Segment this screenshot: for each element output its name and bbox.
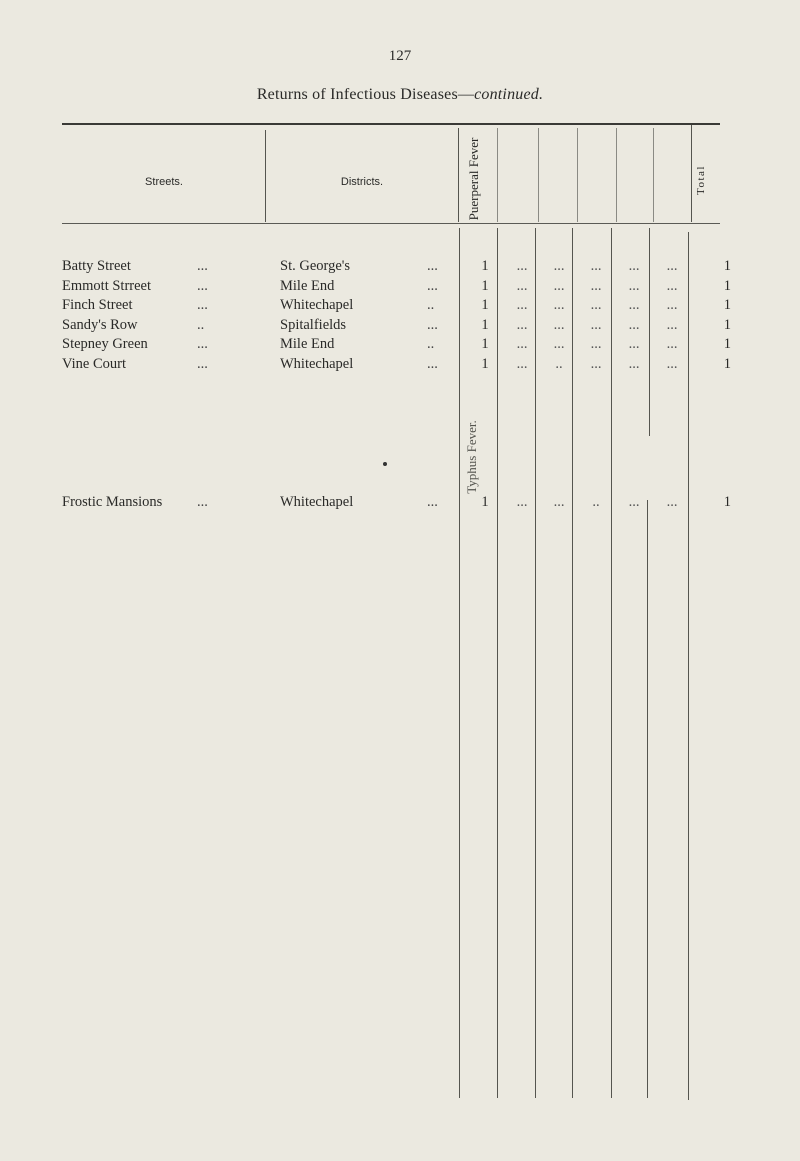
empty-cell: ... bbox=[590, 258, 602, 274]
district-name: St. George's bbox=[280, 258, 351, 274]
table-row bbox=[62, 277, 731, 295]
page-title bbox=[0, 86, 800, 104]
leader-dots: ... bbox=[197, 297, 208, 313]
street-name: Emmott Strreet bbox=[62, 277, 151, 294]
empty-cell: ... bbox=[516, 494, 528, 510]
case-count: 1 bbox=[481, 316, 489, 333]
empty-cell: ... bbox=[666, 494, 678, 510]
street-name: Vine Court bbox=[62, 355, 126, 372]
district-name: Whitechapel bbox=[280, 297, 354, 313]
empty-cell: ... bbox=[590, 336, 602, 352]
empty-cell: .. bbox=[555, 355, 563, 372]
title-continued: continued. bbox=[474, 86, 544, 103]
table-header-rule bbox=[62, 223, 720, 224]
header-divider bbox=[616, 128, 617, 222]
empty-cell: ... bbox=[516, 258, 528, 274]
empty-cell: ... bbox=[516, 316, 528, 333]
leader-dots: .. bbox=[427, 336, 435, 352]
empty-cell: ... bbox=[628, 277, 640, 294]
row-total: 1 bbox=[723, 494, 731, 510]
table-row bbox=[62, 355, 731, 373]
table-row bbox=[62, 316, 731, 334]
table-row bbox=[62, 494, 731, 511]
case-count: 1 bbox=[481, 277, 489, 294]
leader-dots: ... bbox=[427, 494, 438, 510]
district-name: Mile End bbox=[280, 277, 335, 294]
empty-cell: ... bbox=[590, 355, 602, 372]
puerperal-fever-header: Puerperal Fever bbox=[466, 137, 481, 221]
empty-cell: ... bbox=[516, 297, 528, 313]
table-top-rule bbox=[62, 123, 720, 125]
header-divider bbox=[538, 128, 539, 222]
district-name: Spitalfields bbox=[280, 316, 347, 333]
street-name: Finch Street bbox=[62, 297, 133, 313]
empty-cell: ... bbox=[553, 494, 565, 510]
row-total: 1 bbox=[723, 297, 731, 313]
street-name: Batty Street bbox=[62, 258, 131, 274]
leader-dots: .. bbox=[427, 297, 435, 313]
street-name: Frostic Mansions bbox=[62, 494, 163, 510]
empty-cell: ... bbox=[666, 355, 678, 372]
row-total: 1 bbox=[723, 277, 731, 294]
row-total: 1 bbox=[723, 336, 731, 352]
leader-dots: ... bbox=[197, 336, 208, 352]
street-name: Stepney Green bbox=[62, 336, 148, 352]
row-total: 1 bbox=[723, 258, 731, 274]
table-row bbox=[62, 297, 731, 314]
title-main: Returns of Infectious Diseases— bbox=[256, 86, 475, 103]
district-name: Whitechapel bbox=[280, 355, 354, 372]
leader-dots: ... bbox=[427, 316, 438, 333]
table-row bbox=[62, 258, 731, 275]
case-count: 1 bbox=[481, 355, 489, 372]
ink-dot bbox=[383, 462, 387, 466]
leader-dots: ... bbox=[427, 277, 438, 294]
leader-dots: ... bbox=[427, 355, 438, 372]
empty-cell: ... bbox=[666, 316, 678, 333]
leader-dots: ... bbox=[427, 258, 438, 274]
empty-cell: ... bbox=[590, 316, 602, 333]
row-total: 1 bbox=[723, 316, 731, 333]
header-divider bbox=[653, 128, 654, 222]
district-name: Mile End bbox=[280, 336, 335, 352]
empty-cell: ... bbox=[666, 336, 678, 352]
leader-dots: ... bbox=[197, 258, 208, 274]
table-row bbox=[62, 336, 731, 353]
streets-header: Streets. bbox=[145, 176, 183, 188]
empty-cell: .. bbox=[592, 494, 600, 510]
column-line bbox=[647, 500, 648, 1098]
empty-cell: ... bbox=[590, 277, 602, 294]
header-divider bbox=[458, 128, 459, 222]
districts-header: Districts. bbox=[340, 176, 384, 188]
typhus-fever-header: Typhus Fever. bbox=[464, 420, 479, 494]
header-divider bbox=[577, 128, 578, 222]
empty-cell: ... bbox=[628, 316, 640, 333]
empty-cell: ... bbox=[516, 355, 528, 372]
empty-cell: ... bbox=[628, 336, 640, 352]
leader-dots: ... bbox=[197, 355, 208, 372]
empty-cell: ... bbox=[516, 277, 528, 294]
empty-cell: ... bbox=[590, 297, 602, 313]
empty-cell: ... bbox=[628, 258, 640, 274]
case-count: 1 bbox=[481, 297, 489, 313]
empty-cell: ... bbox=[553, 316, 565, 333]
header-divider bbox=[497, 128, 498, 222]
empty-cell: ... bbox=[516, 336, 528, 352]
empty-cell: ... bbox=[666, 297, 678, 313]
leader-dots: ... bbox=[197, 494, 208, 510]
district-name: Whitechapel bbox=[280, 494, 354, 510]
empty-cell: ... bbox=[553, 277, 565, 294]
leader-dots: ... bbox=[197, 277, 208, 294]
empty-cell: ... bbox=[666, 258, 678, 274]
empty-cell: ... bbox=[628, 355, 640, 372]
street-name: Sandy's Row bbox=[62, 316, 138, 333]
empty-cell: ... bbox=[553, 258, 565, 274]
empty-cell: ... bbox=[628, 297, 640, 313]
case-count: 1 bbox=[481, 258, 489, 274]
total-header: Total bbox=[695, 165, 707, 195]
empty-cell: ... bbox=[553, 336, 565, 352]
empty-cell: ... bbox=[553, 297, 565, 313]
row-total: 1 bbox=[723, 355, 731, 372]
header-divider bbox=[691, 125, 692, 222]
page-number: 127 bbox=[388, 48, 412, 64]
empty-cell: ... bbox=[666, 277, 678, 294]
case-count: 1 bbox=[481, 494, 489, 510]
case-count: 1 bbox=[481, 336, 489, 352]
empty-cell: ... bbox=[628, 494, 640, 510]
leader-dots: .. bbox=[197, 316, 205, 333]
